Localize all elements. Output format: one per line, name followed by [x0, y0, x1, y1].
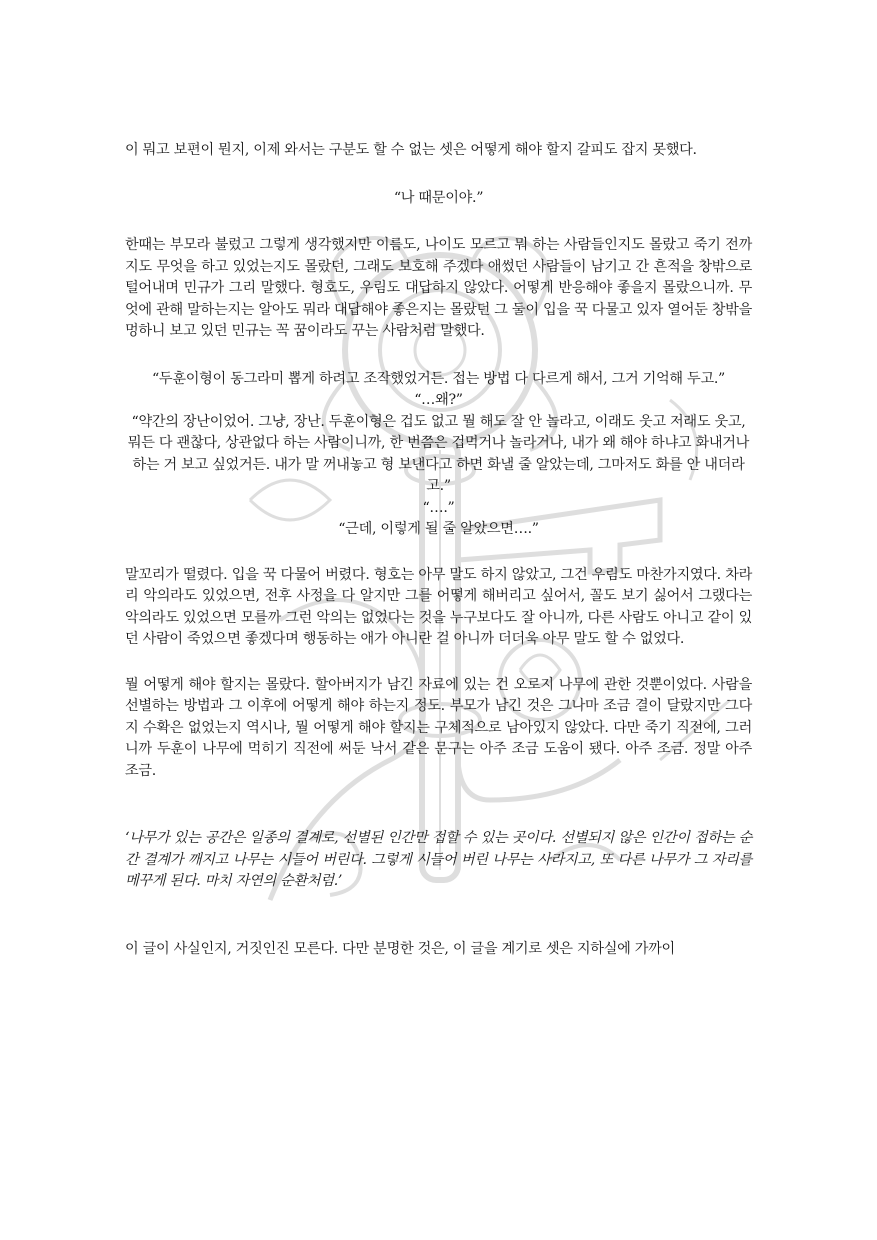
dialogue-line: “약간의 장난이었어. 그냥, 장난. 두훈이형은 겁도 없고 뭘 해도 잘 안 놀라고, 이래도 웃고 저래도 웃고, 뭐든 다 괜찮다, 상관없다 하는 사람이니까, 한 번쯤은 겁먹거나 놀라거나, 내가 왜 해야 하냐고 화내거나 하는 거 보고 싶었거든. 내가 말 꺼내놓고 형 보낸다고 하면 화낼 줄 알았는데, 그마저도 화를 안 내더라고.”	[127, 413, 750, 494]
paragraph-4: 뭘 어떻게 해야 할지는 몰랐다. 할아버지가 남긴 자료에 있는 건 오로지 나무에 관한 것뿐이었다. 사람을 선별하는 방법과 그 이후에 어떻게 해야 하는지 정도. 부모가 남긴 것은 그나마 조금 결이 달랐지만 그다지 수확은 없었는지 역시나, 뭘 어떻게 해야 할지는 구체적으로 남아있지 않았다. 다만 죽기 직전에, 그러니까 두훈이 나무에 먹히기 직전에 써둔 낙서 같은 문구는 아주 조금 도움이 됐다. 아주 조금. 정말 아주 조금.	[125, 676, 752, 779]
paragraph-5: 이 글이 사실인지, 거짓인진 모른다. 다만 분명한 것은, 이 글을 계기로 셋은 지하실에 가까이	[125, 940, 675, 957]
dialogue-line: “…왜?”	[414, 392, 463, 408]
dialogue-line: “두훈이형이 동그라미 뽑게 하려고 조작했었거든. 접는 방법 다 다르게 해서, 그거 기억해 두고.”	[151, 370, 726, 387]
quoted-note: ‘나무가 있는 공간은 일종의 결계로, 선별된 인간만 접할 수 있는 곳이다. 선별되지 않은 인간이 접하는 순간 결계가 깨지고 나무는 시들어 버린다. 그렇게 시들어 버린 나무는 사라지고, 또 다른 나무가 그 자리를 메꾸게 된다. 마치 자연의 순환처럼.’	[125, 830, 752, 889]
dialogue-line: “….”	[422, 499, 455, 516]
paragraph-2: 한때는 부모라 불렀고 그렇게 생각했지만 이름도, 나이도 모르고 뭐 하는 사람들인지도 몰랐고 죽기 전까지도 무엇을 하고 있었는지도 몰랐던, 그래도 보호해 주겠다 애썼던 사람들이 남기고 간 흔적을 창밖으로 털어내며 민규가 그리 말했다. 형호도, 우림도 대답하지 않았다. 어떻게 반응해야 좋을지 몰랐으니까. 무엇에 관해 말하는지는 알아도 뭐라 대답해야 좋은지는 몰랐던 그 둘이 입을 꾹 다물고 있자 열어둔 창밖을 멍하니 보고 있던 민규는 꼭 꿈이라도 꾸는 사람처럼 말했다.	[125, 237, 752, 339]
dialogue-line: “근데, 이렇게 될 줄 알았으면….”	[338, 521, 539, 537]
paragraph-1: 이 뭐고 보편이 뭔지, 이제 와서는 구분도 할 수 없는 셋은 어떻게 해야 할지 갈피도 잡지 못했다.	[125, 142, 697, 158]
document-page	[125, 140, 752, 960]
paragraph-3: 말꼬리가 떨렸다. 입을 꾹 다물어 버렸다. 형호는 아무 말도 하지 않았고, 그건 우림도 마찬가지였다. 차라리 악의라도 있었으면, 전후 사정을 다 알지만 그를 어떻게 해버리고 싶어서, 꼴도 보기 싫어서 그랬다는 악의라도 있었으면 모를까 그런 악의는 없었다는 것을 누구보다도 잘 아니까, 다른 사람도 아니고 같이 있던 사람이 죽었으면 좋겠다며 행동하는 애가 아니란 걸 아니까 더더욱 아무 말도 할 수 없었다.	[125, 566, 752, 647]
dialogue-line: “나 때문이야.”	[393, 189, 484, 206]
